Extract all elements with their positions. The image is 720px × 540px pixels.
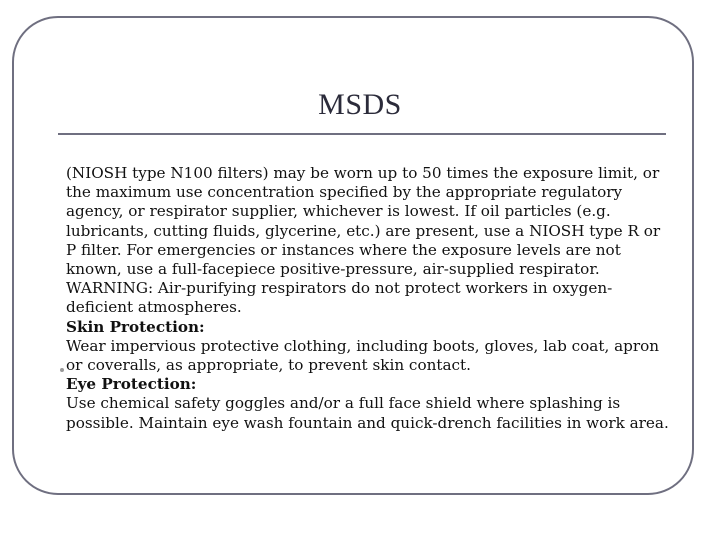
skin-protection-heading: Skin Protection:: [66, 317, 205, 336]
slide-body: [66, 164, 670, 433]
slide-title: MSDS: [318, 88, 402, 121]
respirator-paragraph: (NIOSH type N100 filters) may be worn up to 50 times the exposure limit, or the maximum use concentration specified by the appropriate regulatory agency, or respirator supplier, whichever is lowest. If oil particles (e.g. lubricants, cutting fluids, glycerine, etc.) are present, use a NIOSH type R or P filter. For emergencies or instances where the exposure levels are not known, use a full-facepiece positive-pressure, air-supplied respirator. WARNING: Air-purifying respirators do not protect workers in oxygen-deficient atmospheres.: [66, 164, 661, 317]
skin-protection-text: Wear impervious protective clothing, including boots, gloves, lab coat, apron or coveralls, as appropriate, to prevent skin contact.: [66, 336, 660, 375]
title-divider: [58, 133, 666, 135]
eye-protection-text: Use chemical safety goggles and/or a full face shield where splashing is possible. Maintain eye wash fountain and quick-drench facilities in work area.: [66, 394, 669, 432]
eye-protection-heading: Eye Protection:: [66, 375, 197, 394]
line-marker-dot: [60, 368, 64, 372]
